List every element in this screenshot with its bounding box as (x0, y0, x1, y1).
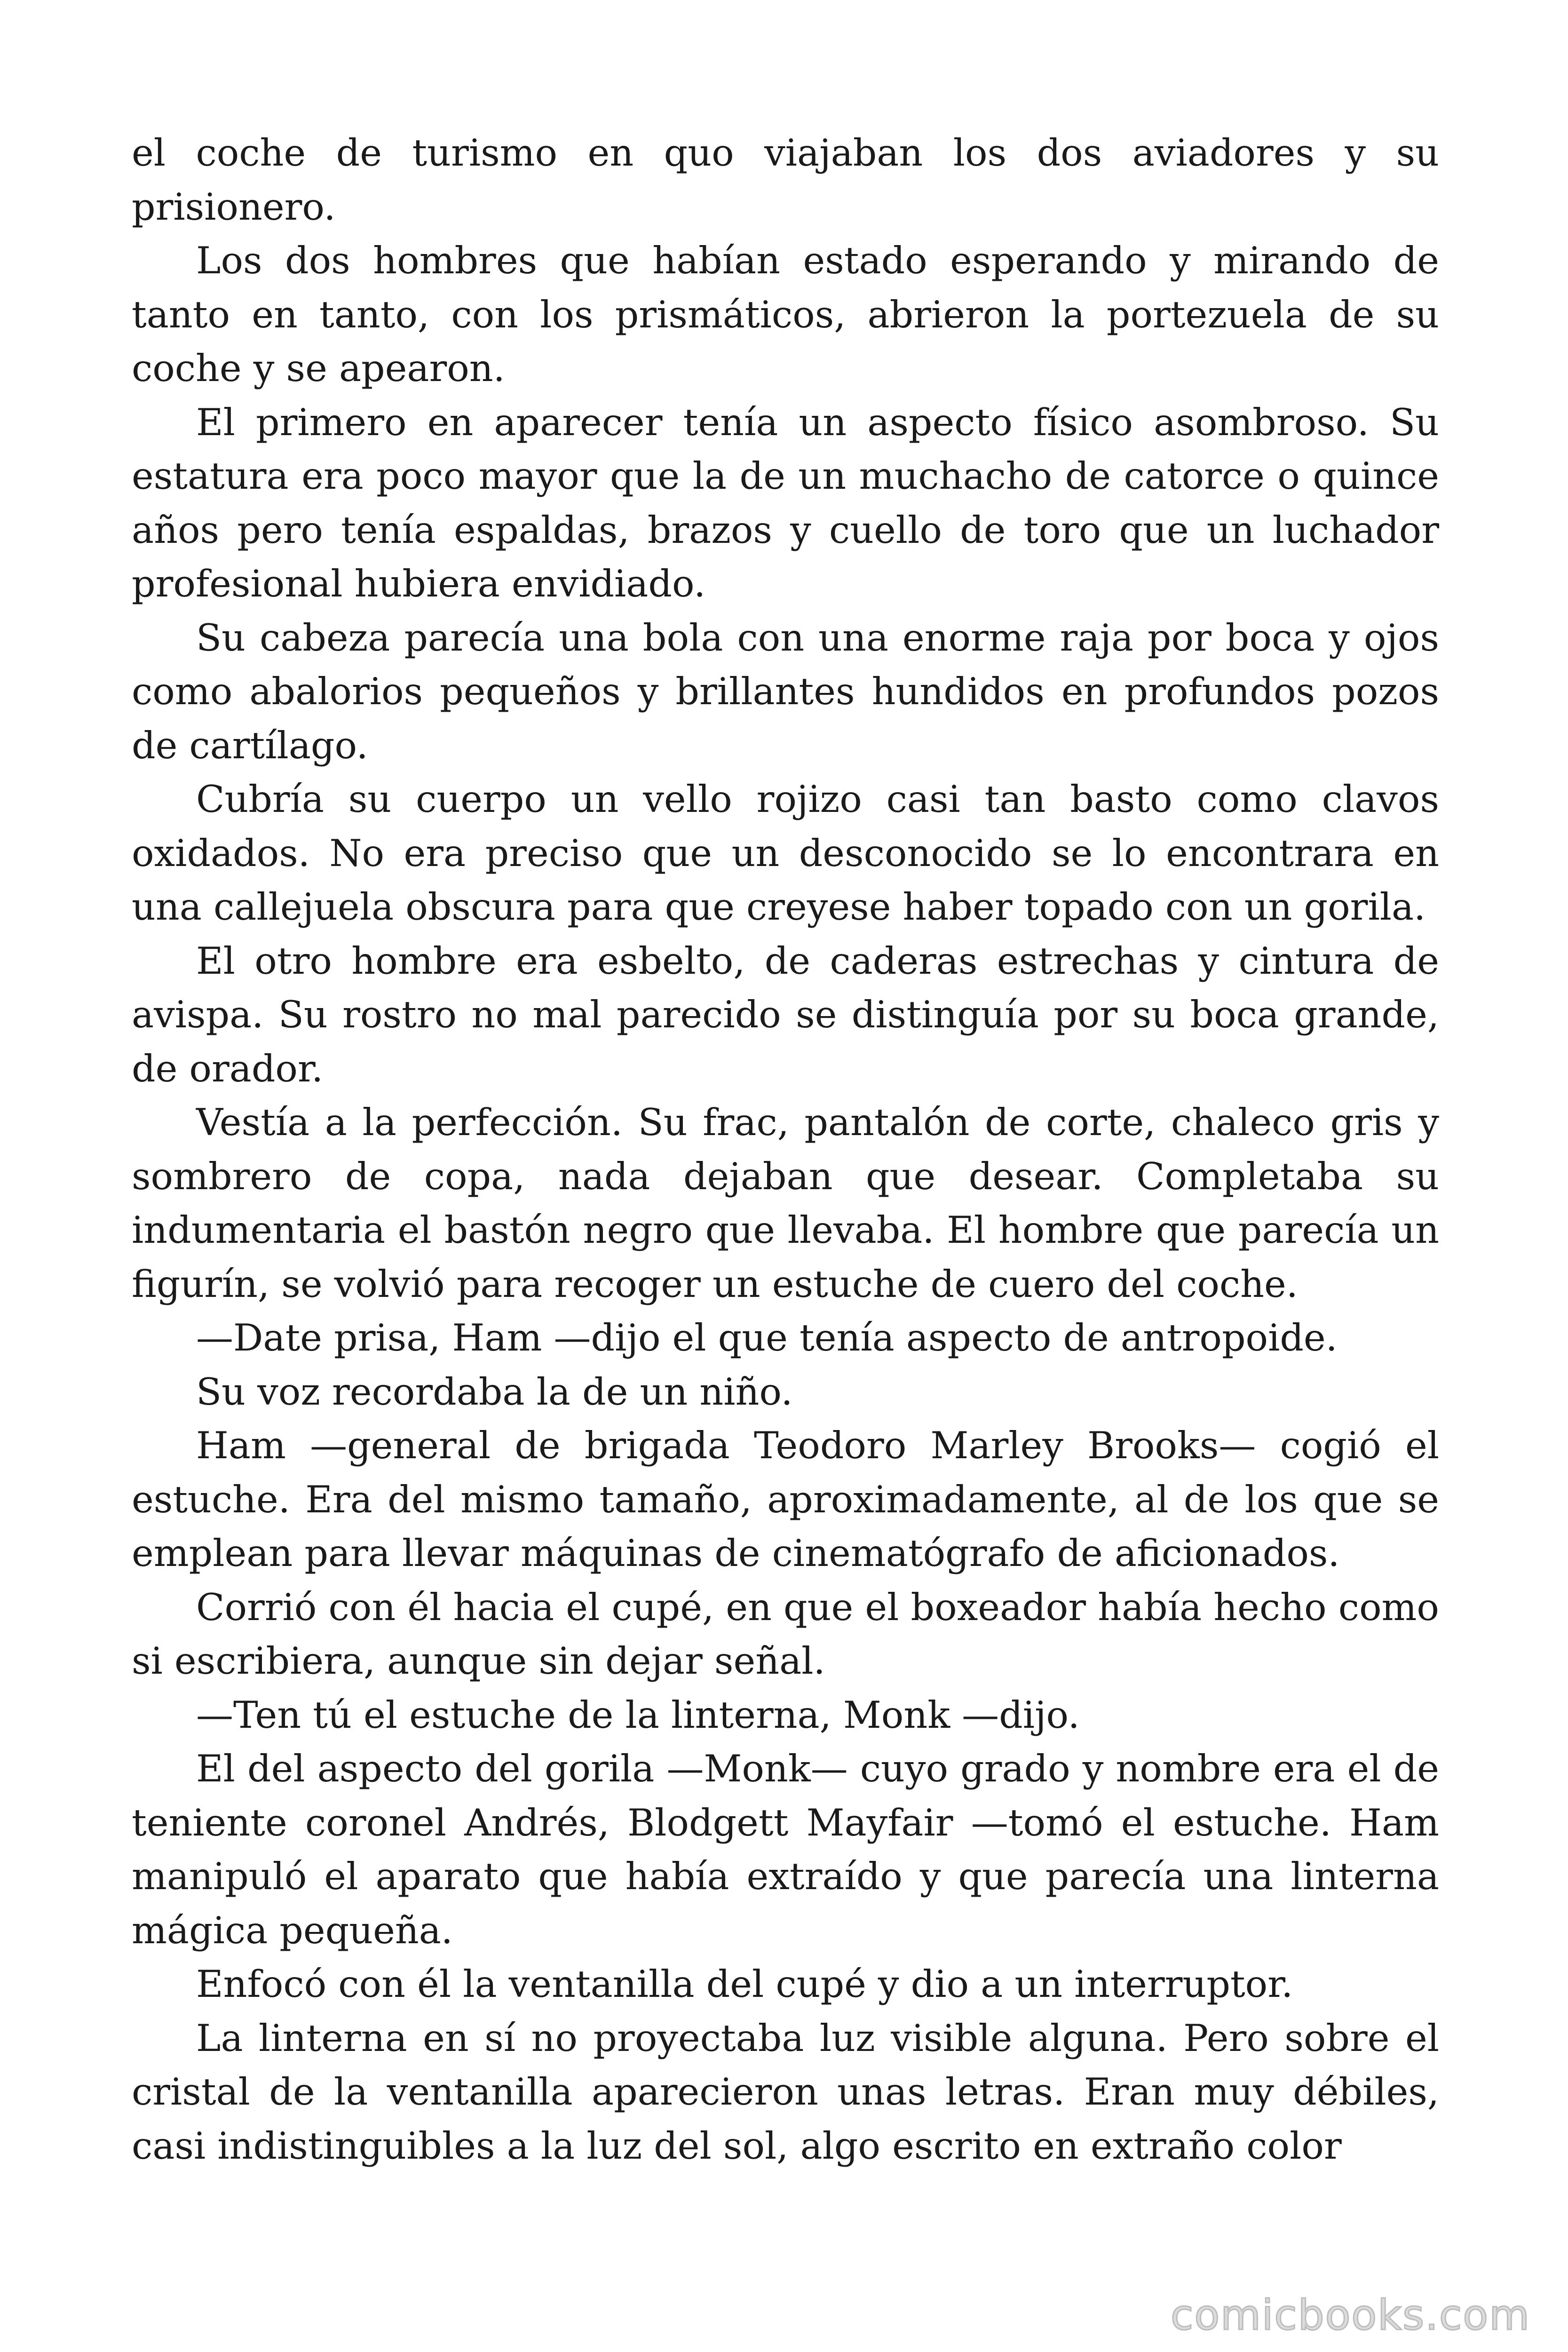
paragraph: Cubría su cuerpo un vello rojizo casi tan basto como clavos oxidados. No era preciso que un desconocido se lo encontrara en una callejuela obscura para que creyese haber topado con un gorila. (132, 778, 1439, 929)
paragraph: El otro hombre era esbelto, de caderas estrechas y cintura de avispa. Su rostro no mal parecido se distinguía por su boca grande, de orador. (132, 939, 1439, 1090)
paragraph: El del aspecto del gorila —Monk— cuyo grado y nombre era el de teniente coronel Andrés, Blodgett Mayfair —tomó el estuche. Ham manipuló el aparato que había extraído y que parecía una linterna mágica pequeña. (132, 1747, 1439, 1952)
paragraph: Su voz recordaba la de un niño. (196, 1370, 793, 1414)
paragraph: —Ten tú el estuche de la linterna, Monk —dijo. (196, 1693, 1080, 1737)
paragraph: Corrió con él hacia el cupé, en que el boxeador había hecho como si escribiera, aunque sin dejar señal. (132, 1585, 1439, 1683)
paragraph: Los dos hombres que habían estado esperando y mirando de tanto en tanto, con los prismáticos, abrieron la portezuela de su coche y se apearon. (132, 239, 1439, 390)
paragraph: El primero en aparecer tenía un aspecto físico asombroso. Su estatura era poco mayor que la de un muchacho de catorce o quince años pero tenía espaldas, brazos y cuello de toro que un luchador profesional hubiera envidiado. (132, 400, 1439, 605)
body-text (132, 126, 1439, 2173)
paragraph: el coche de turismo en quo viajaban los dos aviadores y su prisionero. (132, 131, 1439, 229)
watermark: comicbooks.com (1170, 2291, 1530, 2339)
paragraph: Vestía a la perfección. Su frac, pantalón de corte, chaleco gris y sombrero de copa, nada dejaban que desear. Completaba su indumentaria el bastón negro que llevaba. El hombre que parecía un figurín, se volvió para recoger un estuche de cuero del coche. (132, 1101, 1439, 1306)
paragraph: Enfocó con él la ventanilla del cupé y dio a un interruptor. (196, 1963, 1293, 2006)
paragraph: —Date prisa, Ham —dijo el que tenía aspecto de antropoide. (196, 1316, 1338, 1359)
paragraph: Ham —general de brigada Teodoro Marley Brooks— cogió el estuche. Era del mismo tamaño, aproximadamente, al de los que se emplean para llevar máquinas de cinematógrafo de aficionados. (132, 1424, 1439, 1575)
paragraph: La linterna en sí no proyectaba luz visible alguna. Pero sobre el cristal de la ventanilla aparecieron unas letras. Eran muy débiles, casi indistinguibles a la luz del sol, algo escrito en extraño color (132, 2016, 1439, 2168)
paragraph: Su cabeza parecía una bola con una enorme raja por boca y ojos como abalorios pequeños y brillantes hundidos en profundos pozos de cartílago. (132, 616, 1439, 767)
